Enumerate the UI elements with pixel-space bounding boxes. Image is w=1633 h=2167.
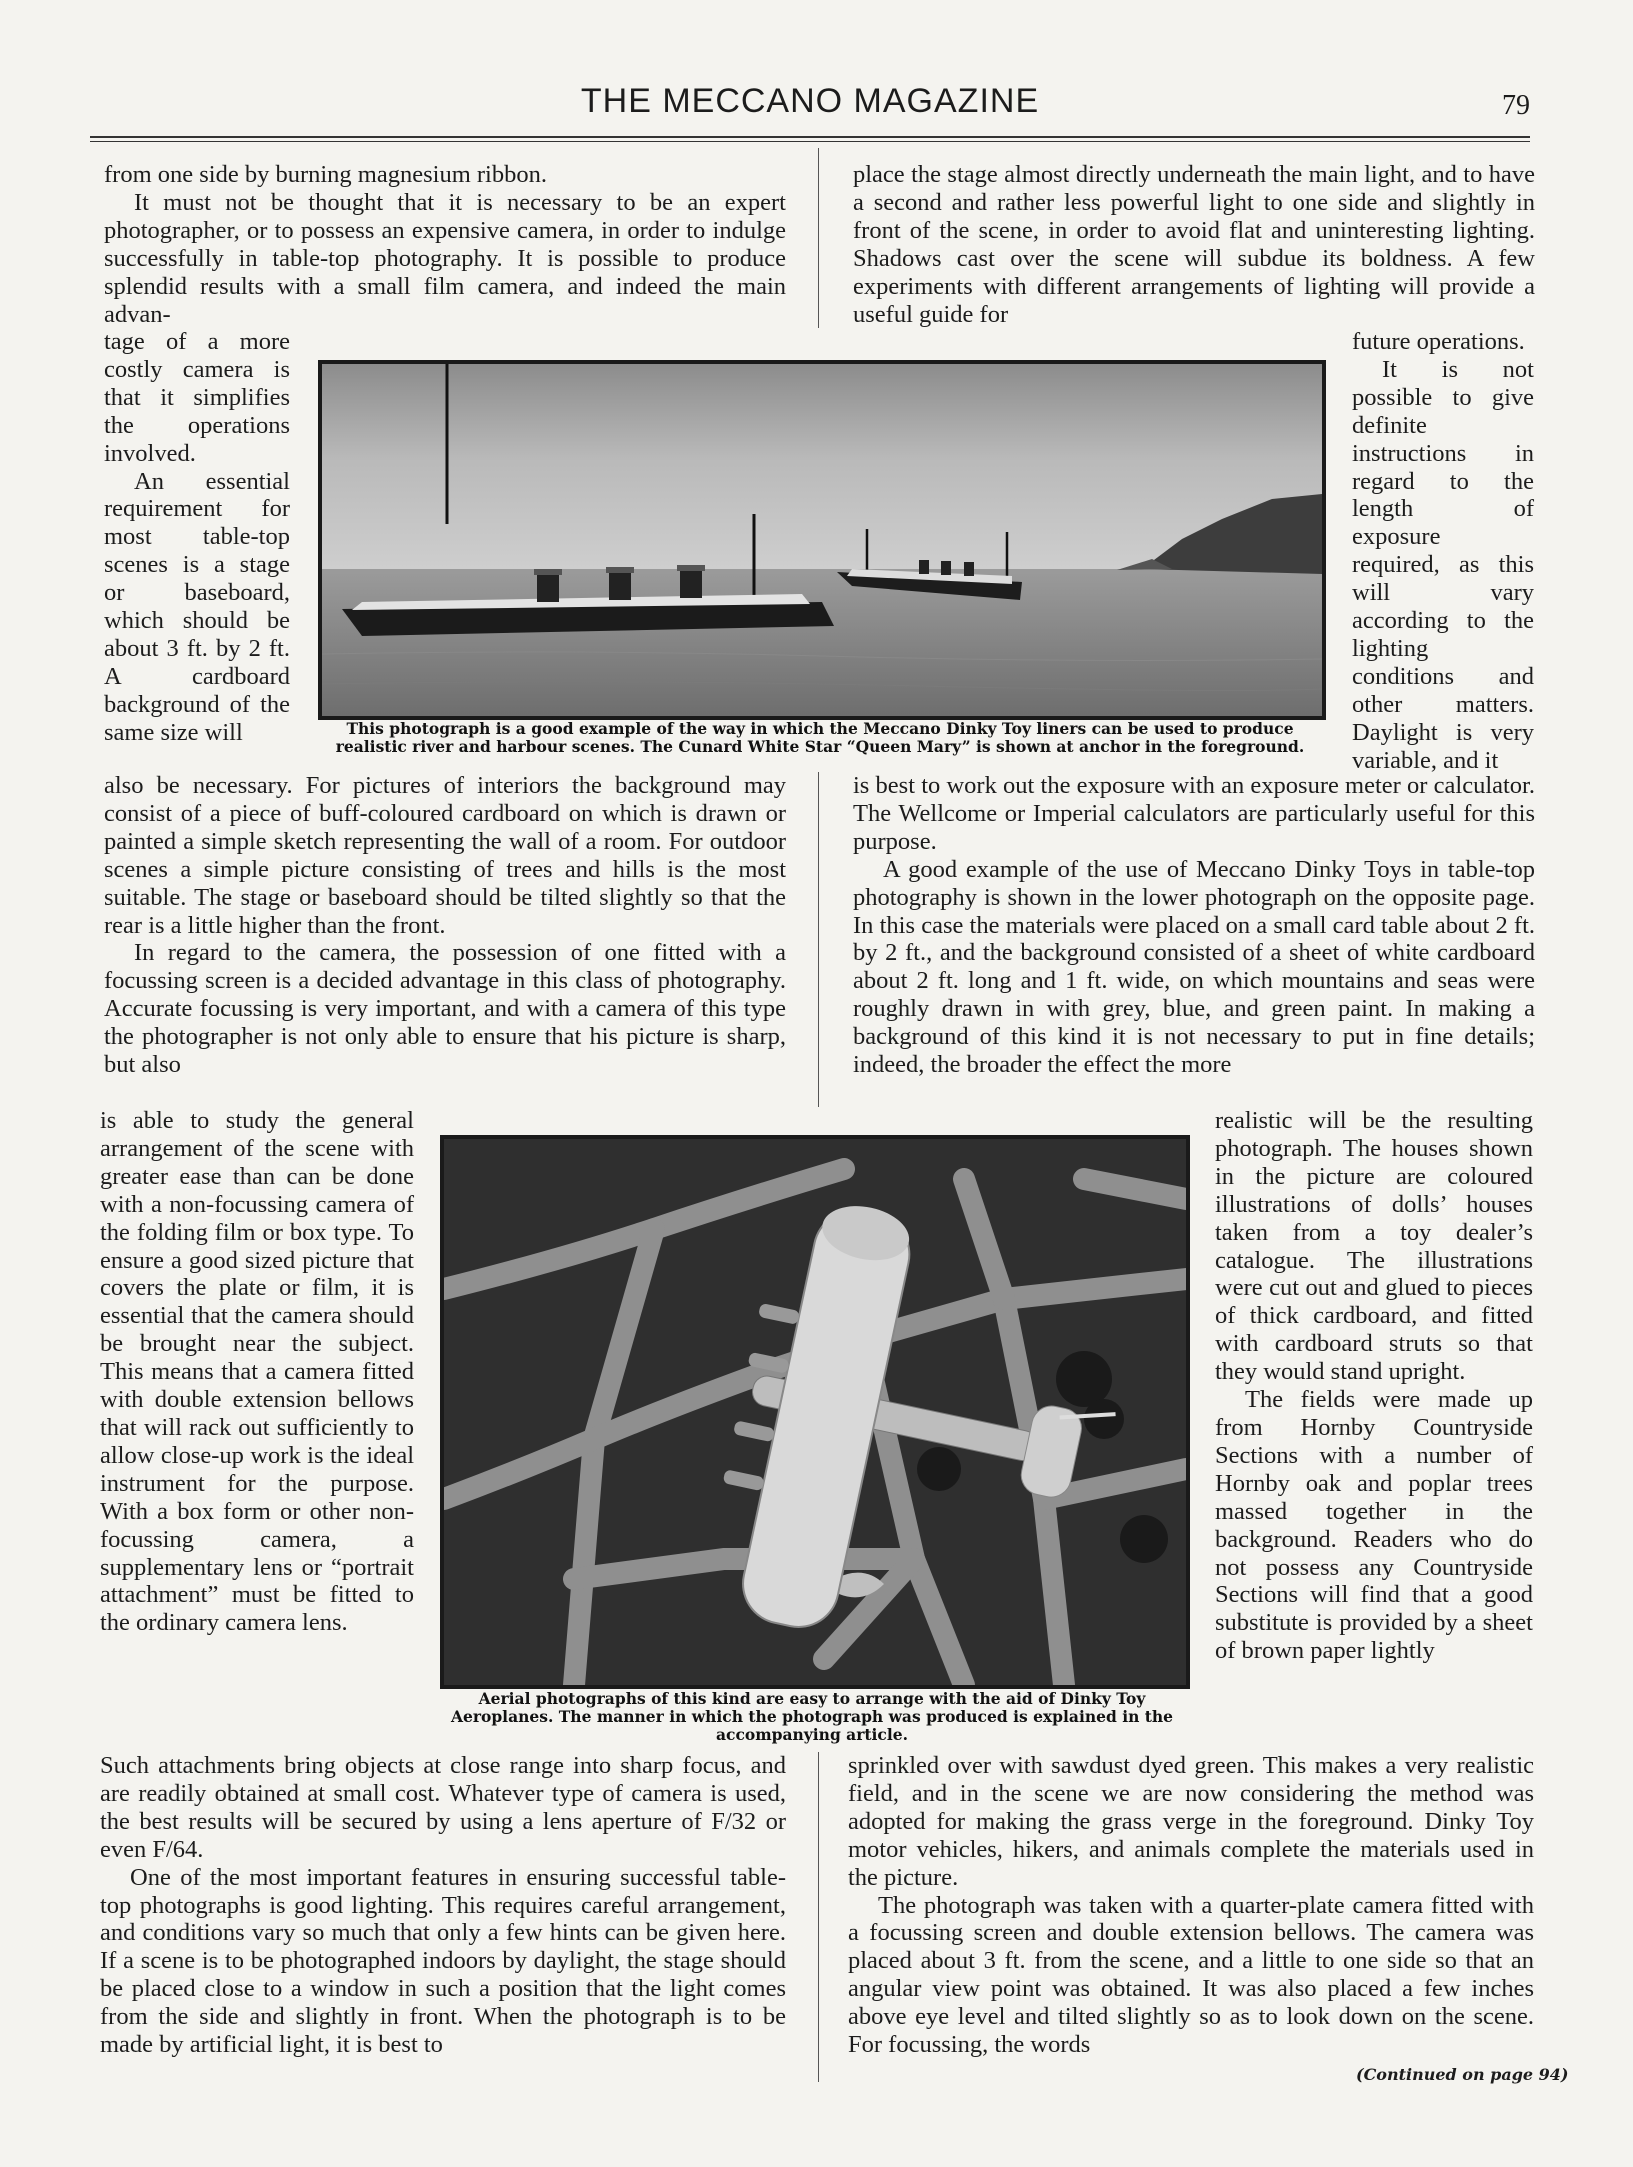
right-column-middle: [853, 772, 1535, 1079]
paragraph: The fields were made up from Hornby Countryside Sections with a number of Hornby oak and poplar trees massed together in the background. Readers who do not possess any Countryside Sections will find that a good substitute is provided by a sheet of brown paper lightly: [1215, 1386, 1533, 1665]
paragraph: place the stage almost directly underneath the main light, and to have a second and rather less powerful light to one side and slightly in front of the scene, in order to avoid flat and uninteresting lighting. Shadows cast over the scene will subdue its boldness. A few experiments with different arrangements of lighting will provide a useful guide for: [853, 161, 1535, 328]
paragraph: A good example of the use of Meccano Dinky Toys in table-top photography is shown in the lower photograph on the opposite page. In this case the materials were placed on a small card table about 2 ft. by 2 ft., and the background consisted of a sheet of white cardboard about 2 ft. long and 1 ft. wide, on which mountains and seas were roughly drawn in with grey, blue, and green paint. In making a background of this kind it is not necessary to put in fine details; indeed, the broader the effect the more: [853, 855, 1535, 1079]
paragraph: An essential requirement for most table-top scenes is a stage or baseboard, which should be about 3 ft. by 2 ft. A cardboard background of the same size will: [104, 467, 290, 746]
left-wrap-text: [104, 328, 290, 747]
paragraph: It is not possible to give definite instructions in regard to the length of exposure required, as this will vary according to the lighting conditions and other matters. Daylight is very variable, and it: [1352, 355, 1534, 774]
right-wrap-text-2: [1215, 1107, 1533, 1665]
magazine-title: THE MECCANO MAGAZINE: [580, 82, 1040, 120]
continued-note: (Continued on page 94): [1356, 2065, 1569, 2084]
right-column-top: [853, 161, 1535, 328]
paragraph: It must not be thought that it is necessary to be an expert photographer, or to possess an expensive camera, in order to indulge successfully in table-top photography. It is possible to produce splendid results with a small film camera, and indeed the main advan-: [104, 188, 786, 328]
header-rule-thin: [90, 141, 1530, 142]
left-column-top: [104, 161, 786, 328]
paragraph: from one side by burning magnesium ribbon.: [104, 161, 547, 188]
left-column-bottom: [100, 1752, 786, 2059]
paragraph: tage of a more costly camera is that it simplifies the operations involved.: [104, 328, 290, 467]
column-divider: [818, 772, 819, 1107]
aerial-caption: Aerial photographs of this kind are easy to arrange with the aid of Dinky Toy Aeroplanes. The manner in which the photograph was produced is explained in the accompanying article.: [450, 1689, 1174, 1744]
liners-caption: This photograph is a good example of the way in which the Meccano Dinky Toy liners can be used to produce realistic river and harbour scenes. The Cunard White Star “Queen Mary” is shown at anchor in the foreground.: [335, 719, 1305, 756]
aerial-photograph: [440, 1135, 1190, 1689]
paragraph: future operations.: [1352, 328, 1525, 355]
column-divider: [818, 1752, 819, 2082]
header-rule: [90, 136, 1530, 138]
right-column-bottom: [848, 1752, 1534, 2059]
paragraph: In regard to the camera, the possession of one fitted with a focussing screen is a decided advantage in this class of photography. Accurate focussing is very important, and with a camera of this type the photographer is not only able to ensure that his picture is sharp, but also: [104, 939, 786, 1079]
aerial-illustration: [444, 1139, 1186, 1685]
paragraph: Such attachments bring objects at close range into sharp focus, and are readily obtained at small cost. Whatever type of camera is used, the best results will be secured by using a lens aperture of F/32 or even F/64.: [100, 1752, 786, 1863]
column-divider: [818, 148, 819, 328]
paragraph: The photograph was taken with a quarter-plate camera fitted with a focussing screen and double extension bellows. The camera was placed about 3 ft. from the scene, and a little to one side so that an angular view point was obtained. It was also placed a few inches above eye level and tilted slightly so as to look down on the scene. For focussing, the words: [848, 1891, 1534, 2059]
page-number: 79: [1502, 90, 1530, 121]
liners-illustration: [322, 364, 1322, 716]
paragraph: also be necessary. For pictures of interiors the background may consist of a piece of buff-coloured cardboard on which is drawn or painted a simple sketch representing the wall of a room. For outdoor scenes a simple picture consisting of trees and hills is the most suitable. The stage or baseboard should be tilted slightly so that the rear is a little higher than the front.: [104, 772, 786, 939]
liners-photograph: [318, 360, 1326, 720]
left-wrap-text-2: [100, 1107, 414, 1637]
paragraph: realistic will be the resulting photograph. The houses shown in the picture are coloured illustrations of dolls’ houses taken from a toy dealer’s catalogue. The illustrations were cut out and glued to pieces of thick cardboard, and fitted with cardboard struts so that they would stand upright.: [1215, 1107, 1533, 1386]
left-column-middle: [104, 772, 786, 1079]
paragraph: One of the most important features in ensuring successful table-top photographs is good lighting. This requires careful arrangement, and conditions vary so much that only a few hints can be given here. If a scene is to be photographed indoors by daylight, the stage should be placed close to a window in such a position that the light comes from the side and slightly in front. When the photograph is to be made by artificial light, it is best to: [100, 1863, 786, 2059]
right-wrap-text: [1352, 328, 1534, 775]
paragraph: is best to work out the exposure with an exposure meter or calculator. The Wellcome or Imperial calculators are particularly useful for this purpose.: [853, 772, 1535, 855]
paragraph: is able to study the general arrangement of the scene with greater ease than can be done with a non-focussing camera of the folding film or box type. To ensure a good sized picture that covers the plate or film, it is essential that the camera should be brought near the subject. This means that a camera fitted with double extension bellows that will rack out sufficiently to allow close-up work is the ideal instrument for the purpose. With a box form or other non-focussing camera, a supplementary lens or “portrait attachment” must be fitted to the ordinary camera lens.: [100, 1107, 414, 1637]
masthead: [90, 82, 1530, 128]
paragraph: sprinkled over with sawdust dyed green. This makes a very realistic field, and in the scene we are now considering the method was adopted for making the grass verge in the foreground. Dinky Toy motor vehicles, hikers, and animals complete the materials used in the picture.: [848, 1752, 1534, 1891]
